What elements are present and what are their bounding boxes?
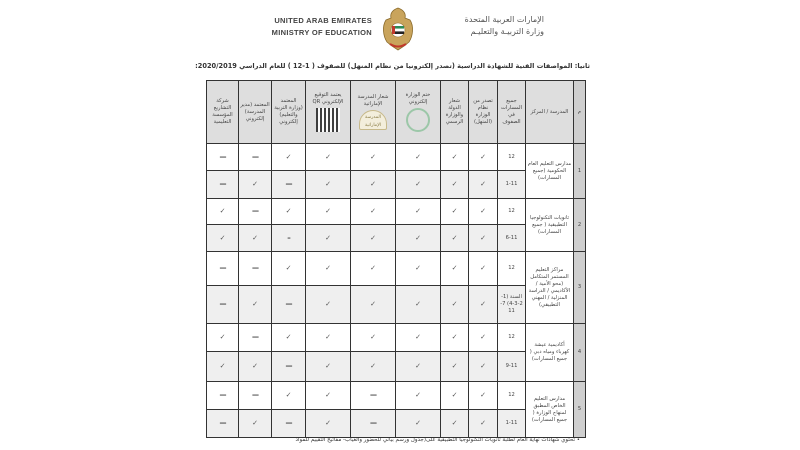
- check-mark-icon: ✓: [441, 171, 469, 199]
- dash-mark: —: [272, 171, 306, 199]
- check-mark-icon: ✓: [469, 144, 498, 171]
- check-mark-icon: ✓: [272, 144, 306, 171]
- footnote: • تحتوي شهادات نهاية العام لطلبة ثانويات التكنولوجيا التطبيقية على(جدول ورسم بياني للحضور والغياب- مفاتيح التقييم للمواد: [295, 437, 580, 443]
- check-mark-icon: ✓: [239, 410, 272, 438]
- check-mark-icon: ✓: [441, 324, 469, 352]
- english-ministry: MINISTRY OF EDUCATION: [271, 28, 372, 37]
- check-mark-icon: ✓: [441, 252, 469, 286]
- check-mark-icon: ✓: [239, 171, 272, 199]
- check-mark-icon: ✓: [351, 252, 396, 286]
- english-country: UNITED ARAB EMIRATES: [274, 16, 372, 25]
- col-header-index: م: [574, 81, 586, 144]
- english-header: [262, 15, 372, 39]
- dash-mark: —: [272, 352, 306, 382]
- check-mark-icon: ✓: [469, 171, 498, 199]
- table-row: [207, 144, 586, 171]
- check-mark-icon: ✓: [396, 324, 441, 352]
- emirati-school-logo: المدرسة الإماراتية: [359, 110, 387, 130]
- dash-mark: —: [207, 252, 239, 286]
- check-mark-icon: ✓: [306, 144, 351, 171]
- check-mark-icon: ✓: [306, 324, 351, 352]
- qr-signature-label: يعتمد التوقيع الإلكتروني QR: [312, 92, 344, 105]
- check-mark-icon: ✓: [239, 352, 272, 382]
- grades-cell: 12: [498, 324, 526, 352]
- letterhead: [0, 6, 800, 56]
- table-row: [207, 324, 586, 352]
- check-mark-icon: ✓: [272, 324, 306, 352]
- check-mark-icon: ✓: [396, 352, 441, 382]
- grades-cell: 12: [498, 382, 526, 410]
- check-mark-icon: ✓: [396, 252, 441, 286]
- row-index: 3: [574, 252, 586, 324]
- dash-mark: —: [207, 286, 239, 324]
- dash-mark: —: [207, 382, 239, 410]
- uae-falcon-emblem-icon: [378, 6, 418, 52]
- ministry-seal-icon: [406, 108, 430, 132]
- check-mark-icon: ✓: [351, 225, 396, 252]
- check-mark-icon: ✓: [306, 382, 351, 410]
- check-mark-icon: ✓: [306, 352, 351, 382]
- row-index: 4: [574, 324, 586, 382]
- check-mark-icon: ✓: [469, 286, 498, 324]
- check-mark-icon: ✓: [351, 286, 396, 324]
- arabic-country: الإمارات العربية المتحدة: [464, 15, 544, 24]
- check-mark-icon: ✓: [306, 225, 351, 252]
- row-index: 5: [574, 382, 586, 438]
- dash-mark: —: [207, 144, 239, 171]
- dash-mark: –: [272, 225, 306, 252]
- grades-cell: 1-11: [498, 171, 526, 199]
- dash-mark: —: [239, 382, 272, 410]
- check-mark-icon: ✓: [306, 171, 351, 199]
- check-mark-icon: ✓: [207, 352, 239, 382]
- check-mark-icon: ✓: [351, 171, 396, 199]
- check-mark-icon: ✓: [272, 199, 306, 225]
- row-index: 1: [574, 144, 586, 199]
- col-header-school: المدرسة / المركز: [526, 81, 574, 144]
- check-mark-icon: ✓: [239, 286, 272, 324]
- check-mark-icon: ✓: [469, 410, 498, 438]
- table-row: [207, 382, 586, 410]
- check-mark-icon: ✓: [396, 171, 441, 199]
- ministry-seal-label: ختم الوزارة إلكتروني: [405, 92, 431, 105]
- check-mark-icon: ✓: [351, 324, 396, 352]
- dash-mark: —: [239, 324, 272, 352]
- check-mark-icon: ✓: [239, 225, 272, 252]
- school-name: مراكز التعليم المستمر المتكامل (محو الأمية / الأكاديمي / الدراسة المنزلية / المهني التطبيقي): [526, 252, 574, 324]
- grades-cell: 12: [498, 199, 526, 225]
- check-mark-icon: ✓: [441, 144, 469, 171]
- check-mark-icon: ✓: [207, 225, 239, 252]
- row-index: 2: [574, 199, 586, 252]
- check-mark-icon: ✓: [469, 225, 498, 252]
- check-mark-icon: ✓: [469, 324, 498, 352]
- check-mark-icon: ✓: [441, 225, 469, 252]
- dash-mark: —: [207, 171, 239, 199]
- school-logo-label: شعار المدرسة الإماراتية: [357, 94, 389, 107]
- check-mark-icon: ✓: [396, 286, 441, 324]
- dash-mark: —: [239, 144, 272, 171]
- check-mark-icon: ✓: [207, 199, 239, 225]
- table-header-row: [207, 81, 586, 144]
- check-mark-icon: ✓: [441, 382, 469, 410]
- grades-cell: 6-11: [498, 225, 526, 252]
- col-header-system: تصدر من نظام الوزارة (المنهل): [469, 81, 498, 144]
- col-header-state-logo: شعار الدولة والوزارة الرسمي: [441, 81, 469, 144]
- grades-cell: 9-11: [498, 352, 526, 382]
- table-row: [207, 252, 586, 286]
- check-mark-icon: ✓: [306, 286, 351, 324]
- school-name: ثانويات التكنولوجيا التطبيقية ( جميع المسارات): [526, 199, 574, 252]
- school-name: أكاديمية عيشة كهرباء ومياه دبي ( جميع المسارات): [526, 324, 574, 382]
- qr-code-icon: [316, 108, 340, 132]
- col-header-qr-signature: [306, 81, 351, 144]
- check-mark-icon: ✓: [272, 252, 306, 286]
- dash-mark: —: [207, 410, 239, 438]
- check-mark-icon: ✓: [469, 382, 498, 410]
- check-mark-icon: ✓: [396, 225, 441, 252]
- grades-cell: السنة (1-2-3-4) 7-11: [498, 286, 526, 324]
- grades-cell: 1-11: [498, 410, 526, 438]
- check-mark-icon: ✓: [469, 352, 498, 382]
- col-header-ministry-seal: [396, 81, 441, 144]
- col-header-principal-approval: المعتمد (مدير المدرسة) إلكتروني: [239, 81, 272, 144]
- check-mark-icon: ✓: [396, 199, 441, 225]
- dash-mark: —: [351, 410, 396, 438]
- grades-cell: 12: [498, 144, 526, 171]
- check-mark-icon: ✓: [351, 352, 396, 382]
- check-mark-icon: ✓: [351, 199, 396, 225]
- document-title: ثانيا: المواصفات الفنية للشهادة الدراسية (تصدر إلكترونيا من نظام المنهل) للصفوف ( 1-12 ) للعام الدراسي 2020/2019:: [195, 62, 590, 70]
- check-mark-icon: ✓: [306, 410, 351, 438]
- check-mark-icon: ✓: [306, 199, 351, 225]
- school-name: مدارس التعليم الخاص المطبق لمنهاج الوزارة ( جميع المسارات): [526, 382, 574, 438]
- check-mark-icon: ✓: [441, 286, 469, 324]
- dash-mark: —: [272, 410, 306, 438]
- check-mark-icon: ✓: [441, 352, 469, 382]
- dash-mark: —: [239, 199, 272, 225]
- arabic-header: [424, 14, 544, 38]
- col-header-grades: جميع المسارات في الصفوف: [498, 81, 526, 144]
- check-mark-icon: ✓: [351, 144, 396, 171]
- arabic-ministry: وزارة التربيـة والتعليـم: [470, 27, 544, 36]
- certificate-specs-table: [206, 80, 586, 438]
- col-header-company: شركة التشاريع المؤسسة التعليمية: [207, 81, 239, 144]
- check-mark-icon: ✓: [469, 199, 498, 225]
- check-mark-icon: ✓: [396, 144, 441, 171]
- dash-mark: —: [272, 286, 306, 324]
- table-row: [207, 199, 586, 225]
- check-mark-icon: ✓: [306, 252, 351, 286]
- check-mark-icon: ✓: [396, 410, 441, 438]
- check-mark-icon: ✓: [469, 252, 498, 286]
- grades-cell: 12: [498, 252, 526, 286]
- col-header-school-logo: [351, 81, 396, 144]
- check-mark-icon: ✓: [441, 410, 469, 438]
- dash-mark: —: [239, 252, 272, 286]
- check-mark-icon: ✓: [396, 382, 441, 410]
- dash-mark: —: [351, 382, 396, 410]
- school-name: مدارس التعليم العام الحكومية (جميع المسارات): [526, 144, 574, 199]
- check-mark-icon: ✓: [441, 199, 469, 225]
- footnote-text: تحتوي شهادات نهاية العام لطلبة ثانويات التكنولوجيا التطبيقية على(جدول ورسم بياني للحضور والغياب- مفاتيح التقييم للمواد: [295, 437, 575, 443]
- check-mark-icon: ✓: [272, 382, 306, 410]
- check-mark-icon: ✓: [207, 324, 239, 352]
- col-header-ministry-approval: المعتمد (وزارة التربية والتعليم) إلكتروني: [272, 81, 306, 144]
- table-body: [207, 144, 586, 438]
